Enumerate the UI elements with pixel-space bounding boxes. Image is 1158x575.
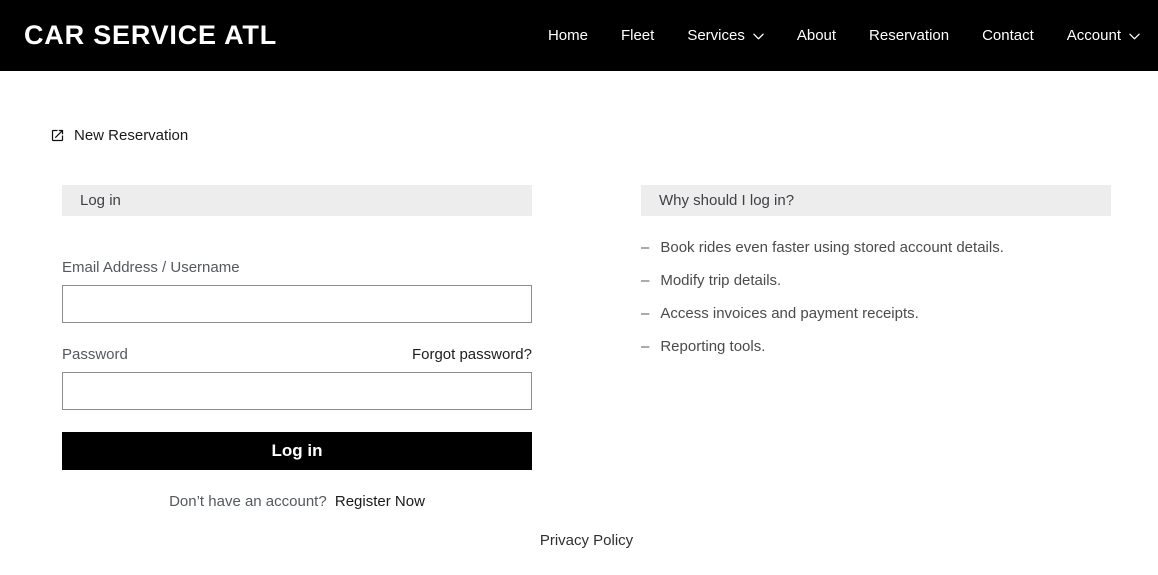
nav-item-contact[interactable] — [982, 27, 1034, 44]
login-panel — [62, 185, 532, 510]
email-field[interactable] — [62, 285, 532, 323]
two-column-layout — [62, 185, 1111, 510]
dash-bullet: – — [641, 305, 650, 322]
open-in-new-icon — [50, 128, 65, 143]
password-field[interactable] — [62, 372, 532, 410]
list-item — [641, 306, 1111, 321]
privacy-policy-link[interactable]: Privacy Policy — [539, 532, 634, 549]
benefit-list — [641, 240, 1111, 354]
chevron-down-icon — [1129, 33, 1140, 40]
benefits-panel — [641, 185, 1111, 510]
register-now-link[interactable]: Register Now — [334, 493, 425, 510]
dash-bullet: – — [641, 239, 650, 256]
chevron-down-icon — [753, 33, 764, 40]
nav-item-label: Account — [1066, 27, 1121, 44]
page-footer — [62, 532, 1111, 550]
nav-item-home[interactable] — [548, 27, 588, 44]
nav-item-label: About — [796, 27, 837, 44]
dash-bullet: – — [641, 338, 650, 355]
nav-item-label: Services — [687, 27, 745, 44]
list-item — [641, 339, 1111, 354]
password-label-row — [62, 347, 532, 362]
benefit-text: Book rides even faster using stored account details. — [660, 239, 1004, 256]
list-item — [641, 240, 1111, 255]
login-panel-title: Log in — [80, 192, 121, 209]
brand-logo[interactable]: CAR SERVICE ATL — [24, 20, 278, 50]
email-label: Email Address / Username — [62, 259, 240, 276]
register-prompt: Don’t have an account? — [169, 493, 327, 510]
benefit-text: Modify trip details. — [660, 272, 782, 289]
benefits-panel-header — [641, 185, 1111, 216]
new-reservation-label: New Reservation — [74, 127, 189, 144]
benefits-panel-title: Why should I log in? — [659, 192, 795, 209]
nav-item-about[interactable] — [797, 27, 836, 44]
forgot-password-link[interactable]: Forgot password? — [411, 346, 532, 363]
benefit-text: Access invoices and payment receipts. — [660, 305, 919, 322]
nav-item-label: Reservation — [869, 27, 950, 44]
list-item — [641, 273, 1111, 288]
nav-item-account[interactable] — [1067, 27, 1140, 44]
login-button[interactable]: Log in — [62, 432, 532, 470]
nav-item-label: Fleet — [620, 27, 655, 44]
login-panel-header — [62, 185, 532, 216]
site-header — [0, 0, 1158, 71]
nav-item-label: Contact — [982, 27, 1034, 44]
nav-item-reservation[interactable] — [869, 27, 949, 44]
dash-bullet: – — [641, 272, 650, 289]
main-nav — [548, 27, 1140, 44]
new-reservation-link[interactable] — [50, 127, 188, 144]
password-label: Password — [62, 346, 128, 363]
benefit-text: Reporting tools. — [660, 338, 766, 355]
nav-item-services[interactable] — [687, 27, 764, 44]
nav-item-label: Home — [547, 27, 588, 44]
register-row — [62, 493, 532, 510]
nav-item-fleet[interactable] — [621, 27, 654, 44]
page-content — [0, 71, 1158, 550]
